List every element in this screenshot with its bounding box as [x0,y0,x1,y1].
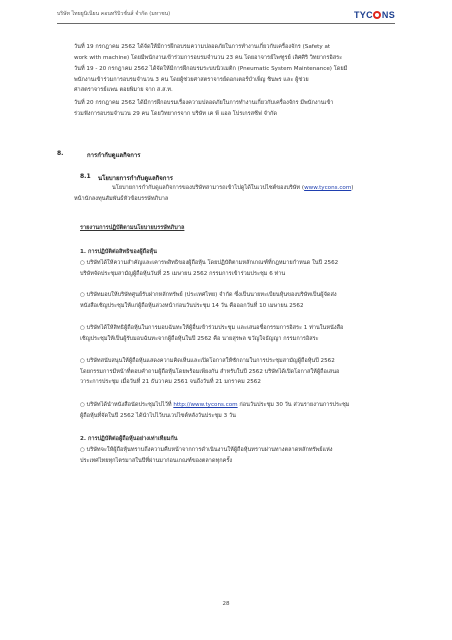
training-paragraph-3 [74,98,333,119]
text-line: เชิญประชุมให้เป็นผู้รับมอบฉันทะจากผู้ถือหุ้นในปี 2562 คือ นายสุรพล ขวัญใจธัญญา กรรมการอิสระ [80,335,319,342]
website-link[interactable]: http://www.tycons.com [173,402,238,408]
text-line: วันที่ 19 - 20 กรกฎาคม 2562 ได้จัดให้มีการฝึกอบรมระบบนิวเมติก (Pneumatic System Maintenance) โดยมี [74,66,348,72]
page-number: 28 [222,601,230,607]
training-paragraph-1 [74,42,342,63]
text-line: ○ บริษัทมอบให้บริษัทศูนย์รับฝากหลักทรัพย์ (ประเทศไทย) จำกัด ซึ่งเป็นนายทะเบียนหุ้นของบริษัทเป็นผู้จัดส่ง [80,292,337,298]
bullet-5 [80,400,349,421]
text-line: หนังสือเชิญประชุมให้แก่ผู้ถือหุ้นล่วงหน้าก่อนวันประชุม 14 วัน คือออกวันที่ 10 เมษายน 2562 [80,302,304,309]
text-line: บริษัทจัดประชุมสามัญผู้ถือหุ้นวันที่ 25 เมษายน 2562 กรรมการเข้าร่วมประชุม 6 ท่าน [80,270,286,277]
text-line: หน้านักลงทุนสัมพันธ์หัวข้อบรรษัทภิบาล [74,195,169,202]
bullet-6 [80,445,333,466]
logo-text-ns: NS [381,10,395,20]
bullet-1 [80,258,338,279]
header-divider [57,23,395,24]
training-paragraph-2 [74,64,347,96]
policy-text-end: ) [351,185,354,191]
text-line: ผู้ถือหุ้นที่จัดในปี 2562 ได้นำไปไว้บนเวปไซต์หลังวันประชุม 3 วัน [80,412,236,419]
item-2-title: 2. การปฏิบัติต่อผู้ถือหุ้นอย่างเท่าเทียมกัน [80,436,178,442]
text-line [74,183,353,194]
text-line [80,400,349,411]
logo-o-mark [373,11,381,19]
page-header [57,9,395,23]
bullet-4 [80,356,339,388]
text-line: วันที่ 19 กรกฎาคม 2562 ได้จัดให้มีการฝึกอบรมความปลอดภัยในการทำงานเกี่ยวกับเครื่องจักร (Safety at [74,44,331,50]
subsection-number: 8.1 [80,173,91,180]
subsection-title: นโยบายการกำกับดูแลกิจการ [98,175,174,182]
text-line: ○ บริษัทได้ให้ความสำคัญและเคารพสิทธิของผู้ถือหุ้น โดยปฏิบัติตามหลักเกณฑ์ที่กฎหมายกำหนด ในปี 2562 [80,260,339,266]
policy-text: นโยบายการกำกับดูแลกิจการของบริษัทสามารถเข้าไปดูได้ในเวปไซต์ของบริษัท ( [112,185,305,191]
website-link[interactable]: www.tycons.com [304,185,352,191]
logo-text-tyc: TYC [353,10,373,20]
text-line: ○ บริษัทสนับสนุนให้ผู้ถือหุ้นแสดงความคิดเห็นและเปิดโอกาสให้ซักถามในการประชุมสามัญผู้ถือหุ้นปี 2562 [80,358,335,364]
bullet-5-text: ○ บริษัทได้นำหนังสือนัดประชุมไปไว้ที่ [80,402,174,408]
text-line: พนักงานเข้าร่วมการอบรมจำนวน 3 คน โดยผู้ช่วยศาสตราจารย์ดอกเตอร์บำเพ็ญ ชินพร และ ผู้ช่วย [74,76,309,83]
text-line: ○ บริษัทจะให้ผู้ถือหุ้นทราบถึงความคืบหน้าจากการดำเนินงานให้ผู้ถือหุ้นทราบผ่านทางตลาดหลักทรัพย์แห่ง [80,447,333,453]
company-logo [354,9,395,21]
text-line: ร่วมฟังการอบรมจำนวน 29 คน โดยวิทยากรจาก บริษัท เค พี แอล โปรเกรสซีฟ จำกัด [74,110,278,117]
bullet-2 [80,290,337,311]
report-heading: รายงานการปฏิบัติตามนโยบายบรรษัทภิบาล [80,225,185,231]
text-line: ศาสตราจารย์แพน ตอยพิมาย จาก ส.ส.ท. [74,87,173,93]
text-line: ○ บริษัทได้ให้สิทธิผู้ถือหุ้นในการมอบฉันทะให้ผู้อื่นเข้าร่วมประชุม และเสนอชื่อกรรมการอิสระ 1 ท่านในหนังสือ [80,325,344,331]
text-line: ประเทศไทยทุกไตรมาสในปีที่ผ่านมาก่อนเกณฑ์ของตลาดทุกครั้ง [80,457,233,464]
bullet-3 [80,323,343,344]
text-line: วาระการประชุม เมื่อวันที่ 21 ธันวาคม 2561 จนถึงวันที่ 21 มกราคม 2562 [80,379,261,385]
policy-paragraph [74,183,353,204]
bullet-5-text-end: ก่อนวันประชุม 30 วัน ส่วนรายงานการประชุม [237,402,350,408]
text-line: work with machine) โดยมีพนักงานเข้าร่วมการอบรมจำนวน 23 คน โดยอาจารย์ไพฑูรย์ เลิศศิริ วิทยากรอิสระ [74,54,343,61]
section-title: การกำกับดูแลกิจการ [87,152,141,159]
text-line: โดยกรรมการมีหน้าที่ตอบคำถามผู้ถือหุ้นโดยพร้อมเพียงกัน สำหรับในปี 2562 บริษัทได้เปิดโอกาสให้ผู้ถือเสนอ [80,368,340,375]
company-name: บริษัท ไทยยูนิเนียน คอนทริบิวชั่นส์ จำกัด (มหาชน) [57,11,171,17]
text-line: วันที่ 20 กรกฎาคม 2562 ได้มีการฝึกอบรมเรื่องความปลอดภัยในการทำงานเกี่ยวกับเครื่องจักร มีพนักงานเข้า [74,100,334,106]
section-number: 8. [57,150,64,157]
item-1-title: 1. การปฏิบัติต่อสิทธิของผู้ถือหุ้น [80,249,157,255]
